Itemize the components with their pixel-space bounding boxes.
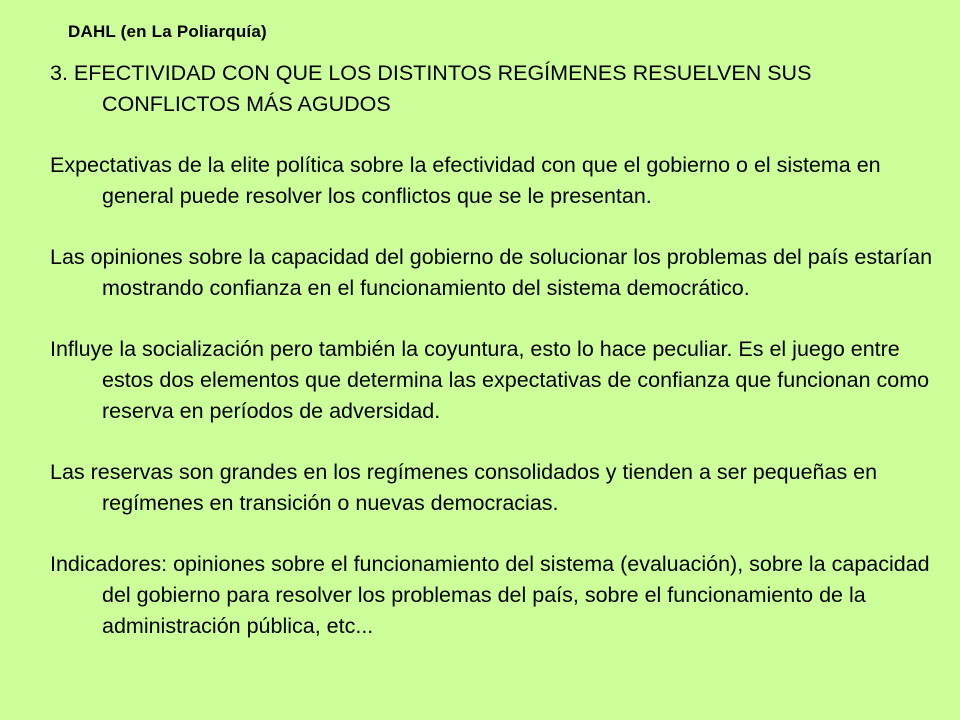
paragraph-opiniones: Las opiniones sobre la capacidad del gobierno de solucionar los problemas del país estarían mostrando confianza en el funcionamiento del sistema democrático. (50, 245, 933, 300)
slide-body (50, 58, 950, 642)
paragraph-reservas: Las reservas son grandes en los regímenes consolidados y tienden a ser pequeñas en regímenes en transición o nuevas democracias. (50, 460, 878, 515)
section-heading: 3. EFECTIVIDAD CON QUE LOS DISTINTOS REGÍMENES RESUELVEN SUS CONFLICTOS MÁS AGUDOS (50, 61, 812, 116)
slide-header: DAHL (en La Poliarquía) (68, 22, 267, 41)
paragraph-expectativas: Expectativas de la elite política sobre la efectividad con que el gobierno o el sistema en general puede resolver los conflictos que se le presentan. (50, 153, 881, 208)
paragraph-indicadores: Indicadores: opiniones sobre el funcionamiento del sistema (evaluación), sobre la capacidad del gobierno para resolver los problemas del país, sobre el funcionamiento de la administración pública, etc... (50, 552, 930, 638)
paragraph-influye: Influye la socialización pero también la coyuntura, esto lo hace peculiar. Es el juego entre estos dos elementos que determina las expectativas de confianza que funcionan como reserva en períodos de adversidad. (50, 337, 930, 423)
